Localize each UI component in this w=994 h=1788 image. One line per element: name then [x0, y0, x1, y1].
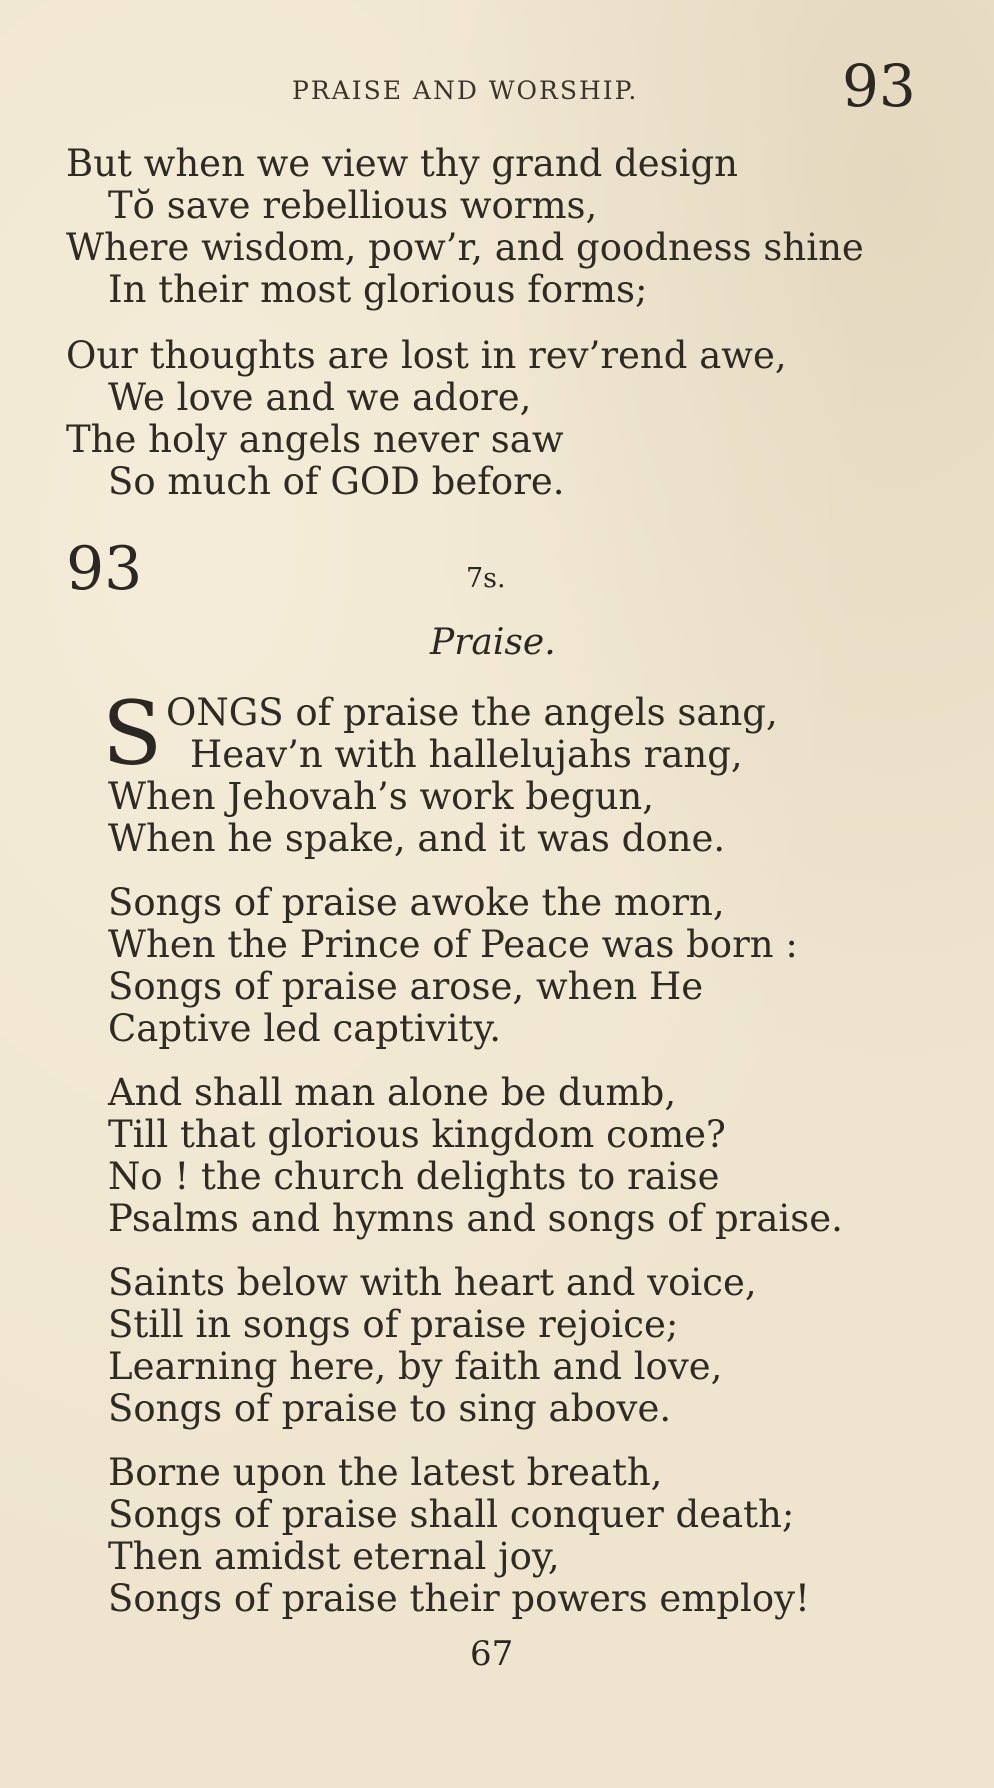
verse-line: Songs of praise awoke the morn, [108, 881, 725, 924]
verse-line: Till that glorious kingdom come? [108, 1113, 726, 1156]
drop-cap: S [102, 682, 163, 785]
verse-line: Our thoughts are lost in rev’rend awe, [66, 334, 787, 377]
verse-line: Then amidst eternal joy, [108, 1535, 560, 1578]
running-title: PRAISE AND WORSHIP. [292, 76, 639, 105]
verse-line: So much of GOD before. [108, 460, 565, 503]
verse-line: Borne upon the latest breath, [108, 1451, 663, 1494]
verse-line: Psalms and hymns and songs of praise. [108, 1197, 843, 1240]
verse-line: When he spake, and it was done. [108, 817, 726, 860]
verse-line: We love and we adore, [108, 376, 532, 419]
hymn-number: 93 [66, 534, 143, 604]
verse-line: Learning here, by faith and love, [108, 1345, 723, 1388]
verse-line: And shall man alone be dumb, [108, 1071, 677, 1114]
verse-line: Heav’n with hallelujahs rang, [190, 733, 743, 776]
verse-line: ONGS of praise the angels sang, [166, 691, 778, 734]
hymn-title: Praise. [430, 622, 556, 663]
verse-line: Saints below with heart and voice, [108, 1261, 757, 1304]
verse-line: Captive led captivity. [108, 1007, 502, 1050]
verse-line: Where wisdom, pow’r, and goodness shine [66, 226, 864, 269]
hymn-meter: 7s. [466, 563, 506, 594]
verse-line: When Jehovah’s work begun, [108, 775, 654, 818]
verse-line: Tŏ save rebellious worms, [108, 184, 598, 227]
verse-line: But when we view thy grand design [66, 142, 739, 185]
verse-line: Songs of praise to sing above. [108, 1387, 672, 1430]
verse-line: In their most glorious forms; [108, 268, 648, 311]
page-number: 67 [470, 1634, 514, 1674]
verse-line: Songs of praise their powers employ! [108, 1577, 810, 1620]
verse-line: The holy angels never saw [66, 418, 564, 461]
verse-line: Songs of praise shall conquer death; [108, 1493, 795, 1536]
verse-line: Songs of praise arose, when He [108, 965, 704, 1008]
verse-line: Still in songs of praise rejoice; [108, 1303, 679, 1346]
hymn-number-header: 93 [842, 52, 916, 120]
verse-line: No ! the church delights to raise [108, 1155, 720, 1198]
verse-line: When the Prince of Peace was born : [108, 923, 798, 966]
